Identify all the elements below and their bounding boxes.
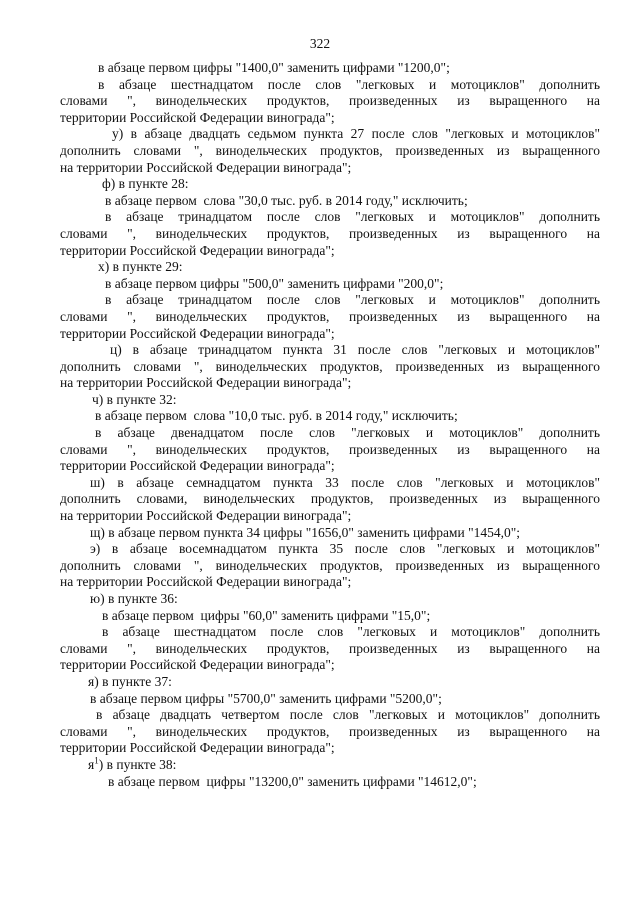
page-number: 322 — [309, 36, 331, 51]
text-line: на территории Российской Федерации винограда"; — [60, 159, 352, 175]
item-rest: ) в пункте 38: — [98, 756, 177, 772]
text-line: словами ", винодельческих продуктов, произведенных из выращенного на — [60, 308, 600, 324]
text-line: словами ", винодельческих продуктов, произведенных из выращенного на — [60, 93, 600, 109]
document-body — [60, 60, 600, 790]
text-line: словами ", винодельческих продуктов, произведенных из выращенного на — [60, 640, 600, 656]
text-line: в абзаце первом цифры "500,0" заменить цифрами "200,0"; — [105, 275, 444, 291]
text-line: в абзаце шестнадцатом после слов "легковых и мотоциклов" дополнить — [98, 76, 600, 92]
text-line: в абзаце первом слова "30,0 тыс. руб. в 2014 году," исключить; — [105, 192, 468, 208]
text-line: в абзаце первом цифры "60,0" заменить цифрами "15,0"; — [102, 607, 431, 623]
text-line-last: в абзаце первом цифры "13200,0" заменить цифрами "14612,0"; — [108, 773, 477, 789]
text-line: территории Российской Федерации винограда"; — [60, 242, 335, 258]
text-line: в абзаце шестнадцатом после слов "легковых и мотоциклов" дополнить — [102, 624, 600, 640]
text-line: ф) в пункте 28: — [102, 176, 189, 192]
text-line: ч) в пункте 32: — [92, 391, 177, 407]
text-line: в абзаце двенадцатом после слов "легковых и мотоциклов" дополнить — [95, 425, 600, 441]
text-line: дополнить словами ", винодельческих продуктов, произведенных из выращенного — [60, 358, 600, 374]
text-line: в абзаце первом цифры "5700,0" заменить цифрами "5200,0"; — [90, 690, 442, 706]
text-line: дополнить словами, винодельческих продуктов, произведенных из выращенного — [60, 491, 600, 507]
item-ya1-line — [60, 757, 600, 774]
text-line: ш) в абзаце семнадцатом пункта 33 после слов "легковых и мотоциклов" — [90, 474, 600, 490]
item-superscript: 1 — [94, 756, 99, 766]
text-line: э) в абзаце восемнадцатом пункта 35 после слов "легковых и мотоциклов" — [90, 541, 600, 557]
text-line: территории Российской Федерации винограда"; — [60, 109, 335, 125]
text-line: в абзаце тринадцатом после слов "легковых и мотоциклов" дополнить — [105, 209, 600, 225]
text-line: словами ", винодельческих продуктов, произведенных из выращенного на — [60, 723, 600, 739]
text-line: территории Российской Федерации винограда"; — [60, 740, 335, 756]
text-line: территории Российской Федерации винограда"; — [60, 458, 335, 474]
text-line: дополнить словами ", винодельческих продуктов, произведенных из выращенного — [60, 142, 600, 158]
text-line: в абзаце первом цифры "1400,0" заменить цифрами "1200,0"; — [98, 60, 450, 75]
text-line: в абзаце двадцать четвертом после слов "легковых и мотоциклов" дополнить — [96, 707, 600, 723]
text-line: у) в абзаце двадцать седьмом пункта 27 после слов "легковых и мотоциклов" — [112, 126, 600, 142]
text-line: на территории Российской Федерации винограда"; — [60, 375, 352, 391]
text-line: на территории Российской Федерации винограда"; — [60, 508, 352, 524]
text-line: в абзаце первом слова "10,0 тыс. руб. в 2014 году," исключить; — [95, 408, 458, 424]
text-line: на территории Российской Федерации винограда"; — [60, 574, 352, 590]
item-letter: я — [88, 756, 95, 772]
text-line: х) в пункте 29: — [98, 259, 183, 275]
text-line: территории Российской Федерации винограда"; — [60, 325, 335, 341]
text-line: дополнить словами ", винодельческих продуктов, произведенных из выращенного — [60, 557, 600, 573]
text-line: словами ", винодельческих продуктов, произведенных из выращенного на — [60, 225, 600, 241]
text-line: ц) в абзаце тринадцатом пункта 31 после слов "легковых и мотоциклов" — [110, 342, 600, 358]
text-line: словами ", винодельческих продуктов, произведенных из выращенного на — [60, 441, 600, 457]
text-line: в абзаце тринадцатом после слов "легковых и мотоциклов" дополнить — [105, 292, 600, 308]
text-line: территории Российской Федерации винограда"; — [60, 657, 335, 673]
text-line: ю) в пункте 36: — [90, 591, 178, 606]
text-line: я) в пункте 37: — [88, 673, 172, 689]
text-line: щ) в абзаце первом пункта 34 цифры "1656,0" заменить цифрами "1454,0"; — [90, 524, 520, 540]
